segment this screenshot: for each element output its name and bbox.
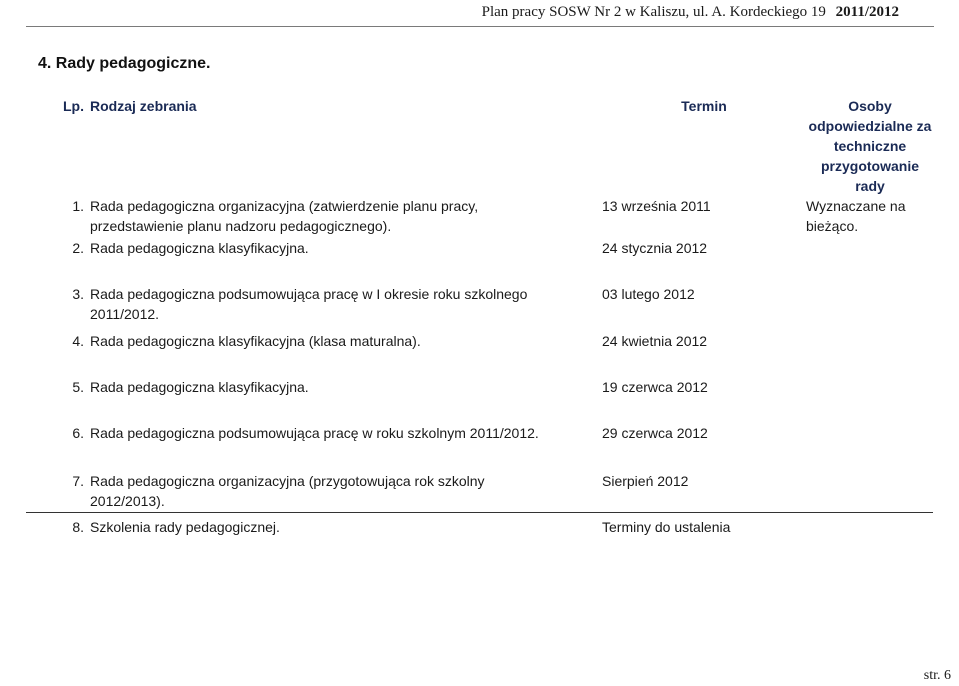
row-term: 13 września 2011 xyxy=(602,198,711,214)
row-term: Sierpień 2012 xyxy=(602,473,689,489)
table-row xyxy=(27,284,934,331)
col-resp-header: Osoby odpowiedzialne za techniczne przygotowanie rady xyxy=(808,98,932,194)
row-term: 29 czerwca 2012 xyxy=(602,425,708,441)
row-lp: 8. xyxy=(72,519,84,535)
col-lp-header: Lp. xyxy=(63,98,84,114)
row-term: Terminy do ustalenia xyxy=(602,519,731,535)
row-lp: 1. xyxy=(72,198,84,214)
table-header-row xyxy=(27,96,934,196)
section-title: 4. Rady pedagogiczne. xyxy=(38,55,211,72)
row-lp: 2. xyxy=(72,240,84,256)
table-row xyxy=(27,517,934,561)
row-lp: 7. xyxy=(72,473,84,489)
row-name: Rada pedagogiczna organizacyjna (zatwierdzenie planu pracy, przedstawienie planu nadzoru pedagogicznego). xyxy=(90,198,479,234)
row-lp: 6. xyxy=(72,425,84,441)
row-resp xyxy=(806,517,934,561)
table-row xyxy=(27,331,934,377)
row-name: Rada pedagogiczna podsumowująca pracę w I okresie roku szkolnego 2011/2012. xyxy=(90,286,528,322)
meetings-table xyxy=(27,96,934,561)
row-lp: 4. xyxy=(72,333,84,349)
row-name: Rada pedagogiczna podsumowująca pracę w roku szkolnym 2011/2012. xyxy=(90,425,539,441)
header-rule xyxy=(26,26,934,27)
row-resp xyxy=(806,331,934,377)
header-text: Plan pracy SOSW Nr 2 w Kaliszu, ul. A. Kordeckiego 19 xyxy=(481,4,826,20)
row-name: Rada pedagogiczna klasyfikacyjna. xyxy=(90,379,309,395)
row-term: 24 stycznia 2012 xyxy=(602,240,708,256)
row-resp xyxy=(806,377,934,423)
page-number: str. 6 xyxy=(923,668,951,683)
table-bottom-rule xyxy=(26,512,933,513)
row-resp xyxy=(806,471,934,517)
page-header xyxy=(482,4,899,21)
header-year: 2011/2012 xyxy=(835,4,899,20)
row-resp xyxy=(806,423,934,471)
row-name: Rada pedagogiczna klasyfikacyjna (klasa maturalna). xyxy=(90,333,421,349)
row-resp xyxy=(806,284,934,331)
row-lp: 5. xyxy=(72,379,84,395)
row-term: 03 lutego 2012 xyxy=(602,286,695,302)
row-resp: Wyznaczane na bieżąco. xyxy=(806,198,906,234)
row-term: 19 czerwca 2012 xyxy=(602,379,708,395)
col-name-header: Rodzaj zebrania xyxy=(90,98,197,114)
table-row xyxy=(27,423,934,471)
row-term: 24 kwietnia 2012 xyxy=(602,333,708,349)
table-row xyxy=(27,196,934,238)
row-name: Rada pedagogiczna organizacyjna (przygotowująca rok szkolny 2012/2013). xyxy=(90,473,485,509)
row-resp xyxy=(806,238,934,284)
row-name: Szkolenia rady pedagogicznej. xyxy=(90,519,280,535)
row-name: Rada pedagogiczna klasyfikacyjna. xyxy=(90,240,309,256)
table-row xyxy=(27,377,934,423)
table-row xyxy=(27,471,934,517)
col-term-header: Termin xyxy=(681,98,727,114)
row-lp: 3. xyxy=(72,286,84,302)
table-row xyxy=(27,238,934,284)
